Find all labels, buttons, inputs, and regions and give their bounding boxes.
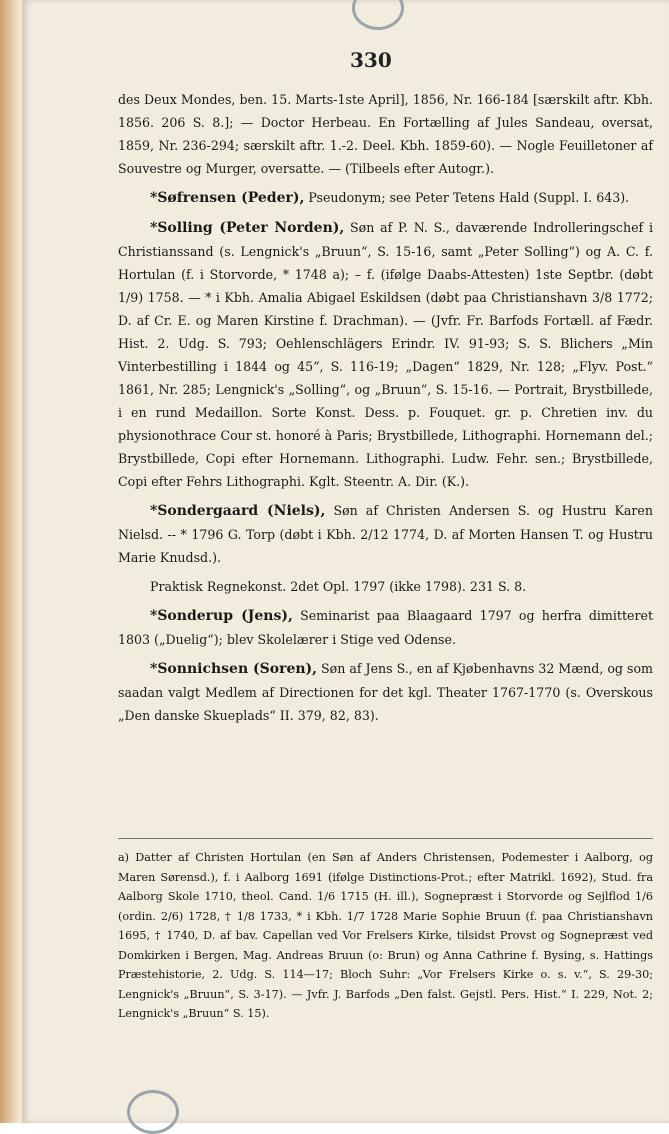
entry-text: Seminarist paa Blaagaard 1797 og herfra dimitteret 1803 („Duelig“); blev Skolelærer i Stige ved Odense.: [118, 608, 654, 647]
entry-sondergaard: [118, 499, 653, 569]
footnote-divider: [118, 838, 653, 839]
entry-heading: *Sonderup (Jens),: [150, 608, 293, 624]
entry-sofrensen: [118, 186, 653, 210]
entry-sondergaard-work: Praktisk Regnekonst. 2det Opl. 1797 (ikke 1798). 231 S. 8.: [150, 579, 527, 594]
entry-solling: [118, 216, 653, 493]
continued-paragraph: des Deux Mondes, ben. 15. Marts-1ste April], 1856, Nr. 166-184 [særskilt aftr. Kbh. 1856. 206 S. 8.]; — Doctor Herbeau. En Fortælling af Jules Sandeau, oversat, 1859, Nr. 236-294; særskilt aftr. 1.-2. Deel. Kbh. 1859-60). — Nogle Feuilletoner af Souvestre og Murger, oversatte. — (Tilbeels efter Autogr.).: [118, 92, 653, 176]
entry-text: Søn af P. N. S., daværende Indrolleringschef i Christianssand (s. Lengnick's „Bruun“, S. 15-16, samt „Peter Solling“) og A. C. f. Hortulan (f. i Storvorde, * 1748 a); – f. (ifølge Daabs-Attesten) 1ste Septbr. (døbt 1/9) 1758. — * i Kbh. Amalia Abigael Eskildsen (døbt paa Christianshavn 3/8 1772; D. af Cr. E. og Maren Kirstine f. Drachman). — (Jvfr. Fr. Barfods Fortæll. af Fædr. Hist. 2. Udg. S. 793; Oehlenschlägers Erindr. IV. 91-93; S. S. Blichers „Min Vinterbestilling i 1844 og 45“, S. 116-19; „Dagen“ 1829, Nr. 128; „Flyv. Post.“ 1861, Nr. 285; Lengnick's „Solling“, og „Bruun“, S. 15-16. — Portrait, Brystbillede, i en rund Medaillon. Sorte Konst. Dess. p. Fouquet. gr. p. Chretien inv. du physionothrace Cour st. honoré à Paris; Brystbillede, Lithographi. Hornemann del.; Brystbillede, Copi efter Hornemann. Lithographi. Ludw. Fehr. sen.; Brystbillede, Copi efter Fehrs Lithographi. Kglt. Steentr. A. Dir. (K.).: [118, 220, 653, 489]
page-number: 330: [350, 48, 392, 72]
book-binding: [0, 0, 22, 1123]
entry-heading: *Solling (Peter Norden),: [150, 220, 345, 236]
entry-text: Søn af Jens S., en af Kjøbenhavns 32 Mænd, og som saadan valgt Medlem af Directionen for det kgl. Theater 1767-1770 (s. Overskous „Den danske Skueplads“ II. 379, 82, 83).: [118, 661, 653, 723]
paper-clip-top: [352, 0, 404, 30]
entry-text: Søn af Christen Andersen S. og Hustru Karen Nielsd. -- * 1796 G. Torp (døbt i Kbh. 2/12 1774, D. af Morten Hansen T. og Hustru Marie Knudsd.).: [118, 503, 653, 565]
entry-sonderup: [118, 604, 653, 651]
entry-heading: *Sonnichsen (Soren),: [150, 661, 318, 677]
paper-clip-bottom: [127, 1090, 179, 1134]
main-text: [118, 88, 653, 733]
entry-text: Pseudonym; see Peter Tetens Hald (Suppl. I. 643).: [304, 190, 630, 205]
footnotes: [118, 848, 653, 1024]
entry-heading: *Sondergaard (Niels),: [150, 503, 326, 519]
entry-sonnichsen: [118, 657, 653, 727]
footnote-a: a) Datter af Christen Hortulan (en Søn af Anders Christensen, Podemester i Aalborg, og Maren Sørensd.), f. i Aalborg 1691 (ifølge Distinctions-Prot.; efter Matrikl. 1692), Stud. fra Aalborg Skole 1710, theol. Cand. 1/6 1715 (H. ill.), Sognepræst i Storvorde og Sejlflod 1/6 (ordin. 2/6) 1728, † 1/8 1733, * i Kbh. 1/7 1728 Marie Sophie Bruun (f. paa Christianshavn 1695, † 1740, D. af bav. Capellan ved Vor Frelsers Kirke, tilsidst Provst og Sognepræst ved Domkirken i Bergen, Mag. Andreas Bruun (o: Brun) og Anna Cathrine f. Bysing, s. Hattings Præstehistorie, 2. Udg. S. 114—17; Bloch Suhr: „Vor Frelsers Kirke o. s. v.“, S. 29-30; Lengnick's „Bruun“, S. 3-17). — Jvfr. J. Barfods „Den falst. Gejstl. Pers. Hist.“ I. 229, Not. 2; Lengnick's „Bruun“ S. 15).: [118, 851, 653, 1020]
entry-heading: *Søfrensen (Peder),: [150, 190, 305, 206]
